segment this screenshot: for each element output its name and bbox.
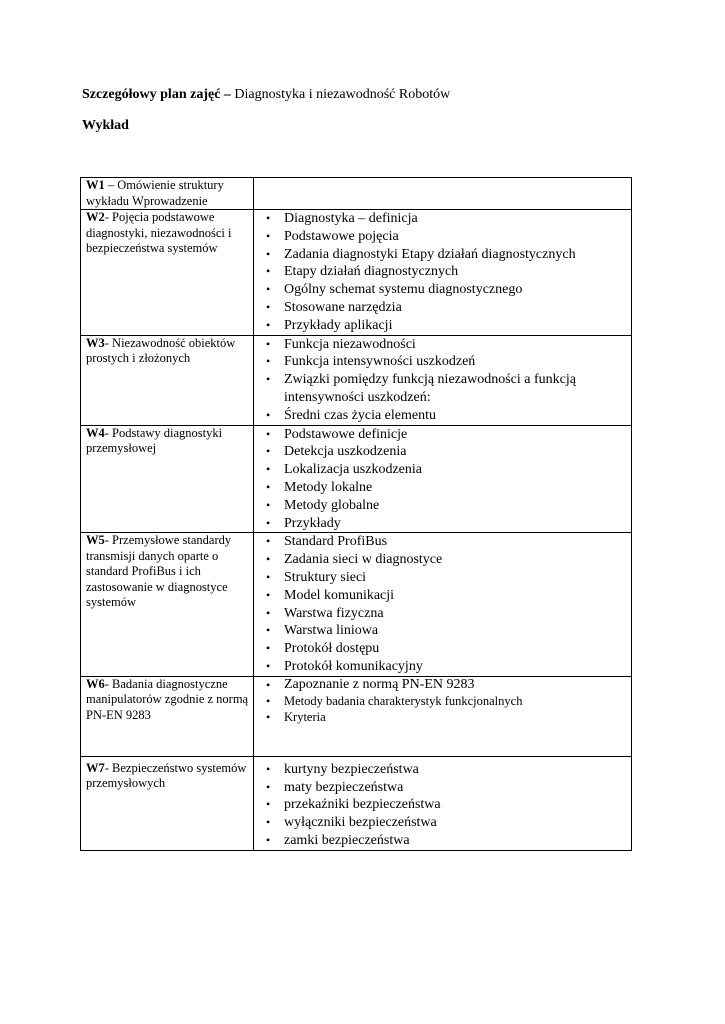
list-item: • Stosowane narzędzia bbox=[266, 299, 402, 315]
bullet-icon: • bbox=[266, 587, 271, 602]
list-item: • Model komunikacji bbox=[266, 587, 395, 603]
bullet-icon: • bbox=[266, 264, 271, 279]
lecture-items-cell bbox=[254, 425, 632, 533]
lecture-topic: - Pojęcia podstawowe diagnostyki, niezawodności i bezpieczeństwa systemów bbox=[86, 210, 232, 255]
bullet-icon: • bbox=[266, 832, 271, 847]
list-item: • Warstwa liniowa bbox=[266, 623, 379, 639]
bullet-icon: • bbox=[266, 623, 271, 638]
topic-list bbox=[254, 210, 631, 335]
list-item: • Etapy działań diagnostycznych bbox=[266, 264, 459, 280]
topic-list bbox=[254, 677, 631, 725]
list-item: • Metody badania charakterystyk funkcjonalnych bbox=[266, 693, 523, 708]
bullet-icon: • bbox=[266, 569, 271, 584]
bullet-icon: • bbox=[266, 282, 271, 297]
bullet-icon: • bbox=[266, 444, 271, 459]
list-item: • Metody globalne bbox=[266, 497, 380, 513]
list-item: • Podstawowe definicje bbox=[266, 426, 408, 442]
list-item: • Przykłady bbox=[266, 515, 341, 531]
section-heading: Wykład bbox=[82, 118, 129, 133]
table-row bbox=[81, 533, 632, 676]
lecture-topic-cell bbox=[81, 425, 254, 533]
lecture-topic-cell bbox=[81, 756, 254, 850]
lecture-topic: - Bezpieczeństwo systemów przemysłowych bbox=[86, 760, 247, 791]
list-item: • Protokół komunikacyjny bbox=[266, 658, 423, 674]
bullet-icon: • bbox=[266, 605, 271, 620]
lecture-code: W5 bbox=[86, 533, 105, 548]
bullet-icon: • bbox=[266, 534, 271, 549]
list-item: • Struktury sieci bbox=[266, 569, 367, 585]
bullet-icon: • bbox=[266, 658, 271, 673]
bullet-icon: • bbox=[266, 779, 271, 794]
lecture-topic: - Niezawodność obiektów prostych i złożonych bbox=[86, 335, 236, 366]
lecture-items-cell bbox=[254, 335, 632, 425]
bullet-icon: • bbox=[266, 407, 271, 422]
list-item: • Detekcja uszkodzenia bbox=[266, 444, 407, 460]
bullet-icon: • bbox=[266, 552, 271, 567]
list-item: • Przykłady aplikacji bbox=[266, 317, 393, 333]
lecture-code: W4 bbox=[86, 425, 105, 440]
lecture-items-cell bbox=[254, 676, 632, 756]
lecture-items-cell bbox=[254, 178, 632, 210]
lecture-code: W3 bbox=[86, 335, 105, 350]
list-item: • Funkcja intensywności uszkodzeń bbox=[266, 354, 476, 370]
lecture-items-cell bbox=[254, 756, 632, 850]
bullet-icon: • bbox=[266, 641, 271, 656]
bullet-icon: • bbox=[266, 709, 271, 724]
lecture-topic: – Omówienie struktury wykładu Wprowadzenie bbox=[86, 178, 224, 208]
document-title bbox=[82, 87, 450, 103]
topic-list bbox=[254, 761, 631, 850]
list-item: • Kryteria bbox=[266, 709, 326, 724]
list-item: • Średni czas życia elementu bbox=[266, 407, 436, 423]
bullet-icon: • bbox=[266, 317, 271, 332]
list-item: • kurtyny bezpieczeństwa bbox=[266, 761, 419, 777]
lecture-code: W1 bbox=[86, 178, 105, 192]
table-row bbox=[81, 210, 632, 336]
bullet-icon: • bbox=[266, 462, 271, 477]
bullet-icon: • bbox=[266, 515, 271, 530]
lecture-code: W2 bbox=[86, 210, 105, 224]
bullet-icon: • bbox=[266, 677, 271, 692]
table-row bbox=[81, 756, 632, 850]
list-item: • Związki pomiędzy funkcją niezawodności a funkcją intensywności uszkodzeń: bbox=[266, 372, 576, 405]
list-item: • Metody lokalne bbox=[266, 479, 373, 495]
bullet-icon: • bbox=[266, 211, 271, 225]
list-item: • Protokół dostępu bbox=[266, 641, 380, 657]
lecture-items-cell bbox=[254, 210, 632, 336]
list-item: • Diagnostyka – definicja bbox=[266, 211, 418, 226]
list-item: • przekaźniki bezpieczeństwa bbox=[266, 797, 441, 813]
document-title-bold: Szczegółowy plan zajęć – bbox=[82, 87, 231, 102]
bullet-icon: • bbox=[266, 426, 271, 441]
lecture-topic: - Badania diagnostyczne manipulatorów zgodnie z normą PN-EN 9283 bbox=[86, 676, 249, 722]
bullet-icon: • bbox=[266, 693, 271, 708]
list-item: • Zadania diagnostyki Etapy działań diagnostycznych bbox=[266, 246, 576, 262]
bullet-icon: • bbox=[266, 299, 271, 314]
lecture-topic-cell bbox=[81, 676, 254, 756]
bullet-icon: • bbox=[266, 815, 271, 830]
list-item: • Zapoznanie z normą PN-EN 9283 bbox=[266, 676, 475, 692]
list-item: • maty bezpieczeństwa bbox=[266, 779, 404, 795]
list-item: • Funkcja niezawodności bbox=[266, 336, 416, 352]
lecture-topic-cell bbox=[81, 335, 254, 425]
list-item: • wyłączniki bezpieczeństwa bbox=[266, 815, 437, 831]
topic-list bbox=[254, 336, 631, 425]
lecture-topic: - Podstawy diagnostyki przemysłowej bbox=[86, 425, 223, 456]
list-item: • Zadania sieci w diagnostyce bbox=[266, 552, 443, 568]
table-row bbox=[81, 676, 632, 756]
bullet-icon: • bbox=[266, 336, 271, 351]
topic-list bbox=[254, 426, 631, 533]
lecture-topic: - Przemysłowe standardy transmisji danych oparte o standard ProfiBus i ich zastosowanie w diagnostyce systemów bbox=[86, 533, 232, 610]
list-item: • zamki bezpieczeństwa bbox=[266, 832, 410, 848]
bullet-icon: • bbox=[266, 479, 271, 494]
lecture-topic-cell bbox=[81, 210, 254, 336]
bullet-icon: • bbox=[266, 497, 271, 512]
document-title-rest: Diagnostyka i niezawodność Robotów bbox=[230, 87, 451, 102]
bullet-icon: • bbox=[266, 761, 271, 776]
lecture-topic-cell bbox=[81, 178, 254, 210]
bullet-icon: • bbox=[266, 246, 271, 261]
lecture-plan-table bbox=[80, 177, 632, 851]
lecture-code: W6 bbox=[86, 676, 105, 691]
bullet-icon: • bbox=[266, 228, 271, 243]
bullet-icon: • bbox=[266, 797, 271, 812]
list-item: • Warstwa fizyczna bbox=[266, 605, 384, 621]
table-row bbox=[81, 425, 632, 533]
lecture-code: W7 bbox=[86, 760, 105, 775]
list-item: • Lokalizacja uszkodzenia bbox=[266, 462, 422, 478]
bullet-icon: • bbox=[266, 372, 271, 387]
list-item: • Ogólny schemat systemu diagnostycznego bbox=[266, 282, 523, 298]
topic-list bbox=[254, 533, 631, 675]
lecture-topic-cell bbox=[81, 533, 254, 676]
lecture-items-cell bbox=[254, 533, 632, 676]
bullet-icon: • bbox=[266, 354, 271, 369]
table-row bbox=[81, 335, 632, 425]
list-item: • Podstawowe pojęcia bbox=[266, 228, 399, 244]
list-item: • Standard ProfiBus bbox=[266, 534, 388, 550]
table-row bbox=[81, 178, 632, 210]
